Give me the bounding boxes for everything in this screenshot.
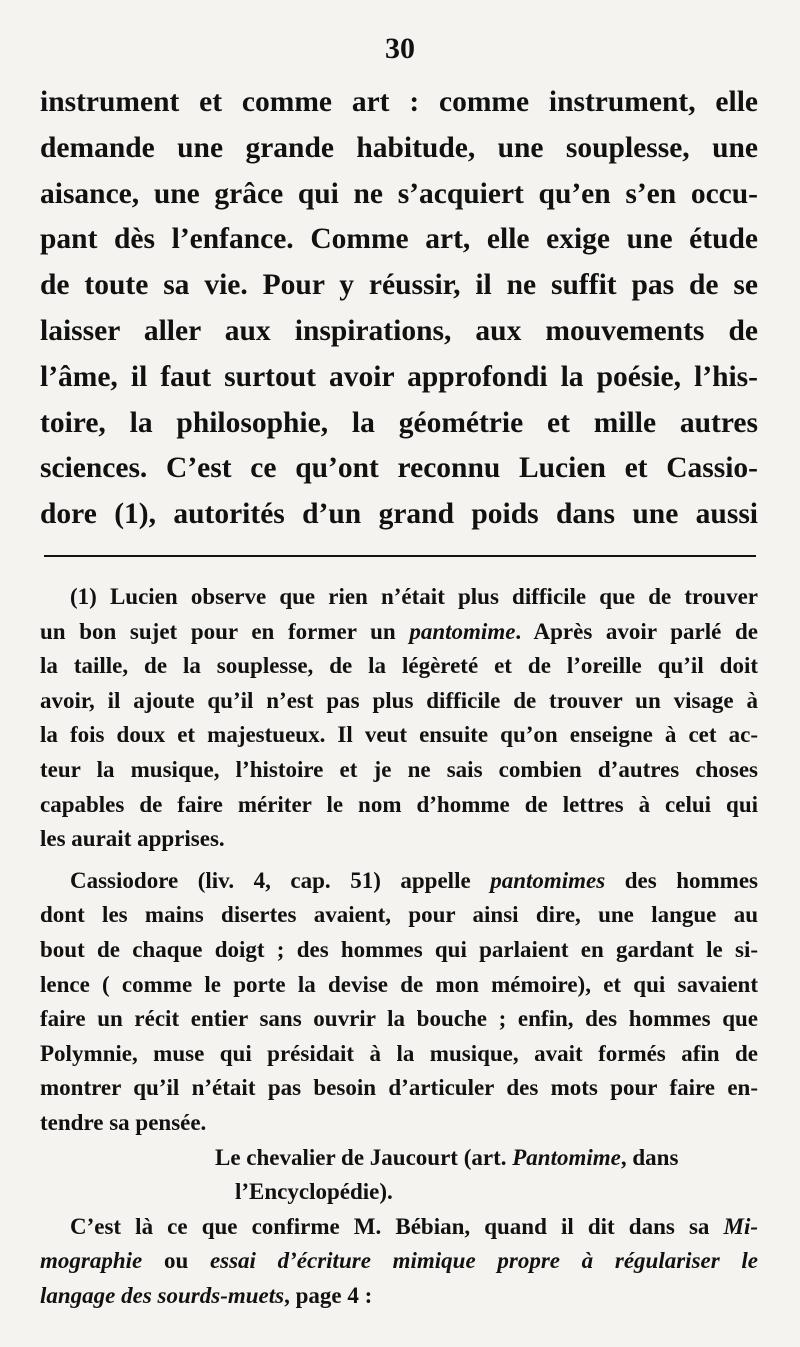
- main-line: instrument et comme art : comme instrument, elle: [40, 86, 758, 118]
- footnote-line: langage des sourds-muets, page 4 :: [40, 1282, 373, 1308]
- footnote-line: la fois doux et majestueux. Il veut ensuite qu’on enseigne à cet ac-: [40, 722, 758, 748]
- footnote-line: dont les mains disertes avaient, pour ainsi dire, une langue au: [40, 902, 758, 928]
- main-text: [40, 80, 758, 538]
- footnote-separator: [44, 555, 756, 557]
- footnote-line: lence ( comme le porte la devise de mon mémoire), et qui savaient: [40, 971, 758, 997]
- main-line: l’âme, il faut surtout avoir approfondi la poésie, l’his-: [40, 360, 758, 393]
- footnote-signature: l’Encyclopédie).: [235, 1179, 393, 1205]
- footnote: [40, 580, 758, 1313]
- footnote-line: bout de chaque doigt ; des hommes qui parlaient en gardant le si-: [40, 936, 758, 962]
- footnote-line: (1) Lucien observe que rien n’était plus difficile que de trouver: [70, 584, 758, 609]
- main-line: dore (1), autorités d’un grand poids dans une aussi: [40, 498, 758, 531]
- main-line: toire, la philosophie, la géométrie et mille autres: [40, 406, 758, 439]
- footnote-line: la taille, de la souplesse, de la légèreté et de l’oreille qu’il doit: [40, 653, 758, 679]
- footnote-line: faire un récit entier sans ouvrir la bouche ; enfin, des hommes que: [40, 1006, 758, 1032]
- footnote-line: les aurait apprises.: [40, 826, 225, 852]
- footnote-line: Cassiodore (liv. 4, cap. 51) appelle pantomimes des hommes: [70, 867, 758, 893]
- italic-term: Mi-: [723, 1213, 758, 1239]
- italic-term: Pantomime: [512, 1144, 621, 1170]
- main-line: aisance, une grâce qui ne s’acquiert qu’en s’en occu-: [40, 177, 758, 210]
- italic-term: pantomimes: [490, 867, 606, 893]
- main-line: pant dès l’enfance. Comme art, elle exige une étude: [40, 223, 758, 256]
- footnote-signature: Le chevalier de Jaucourt (art. Pantomime, dans: [215, 1144, 679, 1170]
- page-number: 30: [385, 32, 415, 65]
- italic-term: langage des sourds-muets: [40, 1282, 285, 1308]
- footnote-line: tendre sa pensée.: [40, 1109, 207, 1135]
- footnote-line: un bon sujet pour en former un pantomime. Après avoir parlé de: [40, 618, 758, 644]
- main-line: demande une grande habitude, une souplesse, une: [40, 131, 758, 164]
- main-line: sciences. C’est ce qu’ont reconnu Lucien et Cassio-: [40, 452, 758, 485]
- footnote-line: teur la musique, l’histoire et je ne sais combien d’autres choses: [40, 756, 758, 782]
- italic-term: mographie: [40, 1248, 143, 1274]
- footnote-line: Polymnie, muse qui présidait à la musique, avait formés afin de: [40, 1040, 758, 1066]
- main-line: de toute sa vie. Pour y réussir, il ne suffit pas de se: [40, 269, 758, 302]
- footnote-line: mographie ou essai d’écriture mimique propre à régulariser le: [40, 1248, 758, 1274]
- italic-term: pantomime: [409, 618, 516, 644]
- footnote-line: montrer qu’il n’était pas besoin d’articuler des mots pour faire en-: [40, 1075, 758, 1101]
- italic-term: essai d’écriture mimique propre à régulariser le: [209, 1248, 758, 1274]
- footnote-line: avoir, il ajoute qu’il n’est pas plus difficile de trouver un visage à: [40, 687, 758, 713]
- footnote-line: C’est là ce que confirme M. Bébian, quand il dit dans sa Mi-: [70, 1213, 758, 1239]
- main-line: laisser aller aux inspirations, aux mouvements de: [40, 314, 758, 347]
- footnote-line: capables de faire mériter le nom d’homme de lettres à celui qui: [40, 791, 758, 817]
